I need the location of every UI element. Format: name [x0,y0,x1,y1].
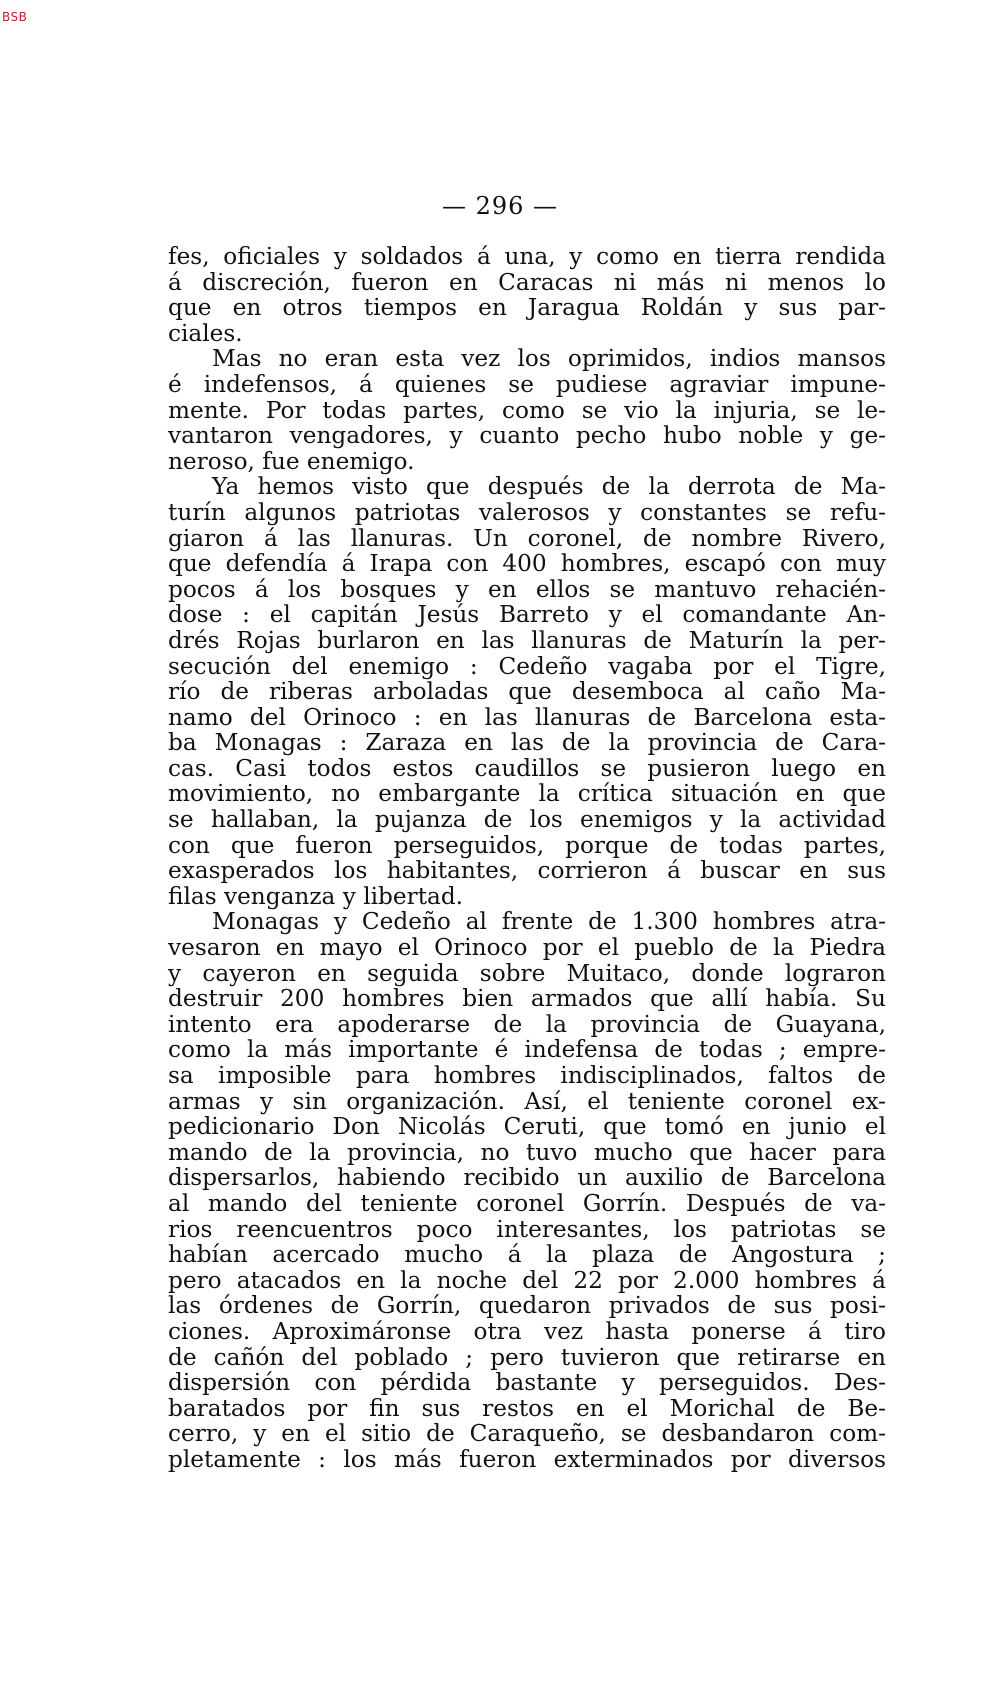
text-line: ciones. Aproximáronse otra vez hasta ponerse á tiro [168,1317,886,1345]
text-line: río de riberas arboladas que desemboca al caño Ma- [168,678,886,706]
text-line: armas y sin organización. Así, el teniente coronel ex- [168,1087,886,1115]
text-line: mente. Por todas partes, como se vio la injuria, se le- [168,396,886,424]
text-line: con que fueron perseguidos, porque de todas partes, [168,831,886,859]
text-line: intento era apoderarse de la provincia de Guayana, [168,1010,886,1038]
text-line: y cayeron en seguida sobre Muitaco, donde lograron [168,959,886,987]
text-line: se hallaban, la pujanza de los enemigos y la actividad [168,806,886,834]
text-line: cerro, y en el sitio de Caraqueño, se desbandaron com- [168,1420,886,1448]
text-line: rios reencuentros poco interesantes, los patriotas se [168,1215,886,1243]
text-line: namo del Orinoco : en las llanuras de Barcelona esta- [168,703,886,731]
text-line: Mas no eran esta vez los oprimidos, indios mansos [212,345,886,373]
text-line: pletamente : los más fueron exterminados por diversos [168,1445,886,1473]
text-line: giaron á las llanuras. Un coronel, de nombre Rivero, [168,524,886,552]
text-line: habían acercado mucho á la plaza de Angostura ; [168,1241,886,1269]
text-line: las órdenes de Gorrín, quedaron privados de sus posi- [168,1292,886,1320]
text-line: ba Monagas : Zaraza en las de la provincia de Cara- [168,729,886,757]
text-line: Ya hemos visto que después de la derrota de Ma- [212,473,886,501]
text-line: ciales. [168,319,243,347]
library-watermark: BSB [2,10,28,24]
text-line: de cañón del poblado ; pero tuvieron que retirarse en [168,1343,886,1371]
text-line: destruir 200 hombres bien armados que allí había. Su [168,985,886,1013]
text-line: vantaron vengadores, y cuanto pecho hubo noble y ge- [168,422,886,450]
text-line: dispersión con pérdida bastante y perseguidos. Des- [168,1369,886,1397]
text-line: al mando del teniente coronel Gorrín. Después de va- [168,1189,886,1217]
text-line: secución del enemigo : Cedeño vagaba por el Tigre, [168,652,886,680]
text-line: exasperados los habitantes, corrieron á buscar en sus [168,857,886,885]
text-line: cas. Casi todos estos caudillos se pusieron luego en [168,754,886,782]
text-line: fes, oficiales y soldados á una, y como en tierra rendida [168,243,886,270]
text-line: Monagas y Cedeño al frente de 1.300 hombres atra- [212,908,886,936]
text-line: á discreción, fueron en Caracas ni más ni menos lo [168,268,886,296]
text-line: sa imposible para hombres indisciplinados, faltos de [168,1062,886,1089]
text-line: dispersarlos, habiendo recibido un auxilio de Barcelona [168,1164,886,1192]
text-line: filas venganza y libertad. [168,882,464,910]
text-line: é indefensos, á quienes se pudiese agraviar impune- [168,370,886,398]
text-line: turín algunos patriotas valerosos y constantes se refu- [168,498,886,526]
page-number: — 296 — [441,192,559,220]
text-line: dose : el capitán Jesús Barreto y el comandante An- [168,601,886,629]
text-line: pocos á los bosques y en ellos se mantuvo rehacién- [168,575,886,603]
text-line: que en otros tiempos en Jaragua Roldán y sus par- [168,294,886,322]
text-line: que defendía á Irapa con 400 hombres, escapó con muy [168,550,886,578]
text-line: movimiento, no embargante la crítica situación en que [168,780,886,808]
text-line: pedicionario Don Nicolás Ceruti, que tomó en junio el [168,1113,886,1141]
text-line: neroso, fue enemigo. [168,447,415,475]
text-line: pero atacados en la noche del 22 por 2.000 hombres á [168,1266,886,1294]
text-line: drés Rojas burlaron en las llanuras de Maturín la per- [168,626,886,654]
text-line: mando de la provincia, no tuvo mucho que hacer para [168,1138,886,1166]
text-line: como la más importante é indefensa de todas ; empre- [168,1036,886,1064]
text-line: baratados por fin sus restos en el Morichal de Be- [168,1394,886,1422]
text-line: vesaron en mayo el Orinoco por el pueblo de la Piedra [168,934,886,962]
body-text [168,244,886,1473]
